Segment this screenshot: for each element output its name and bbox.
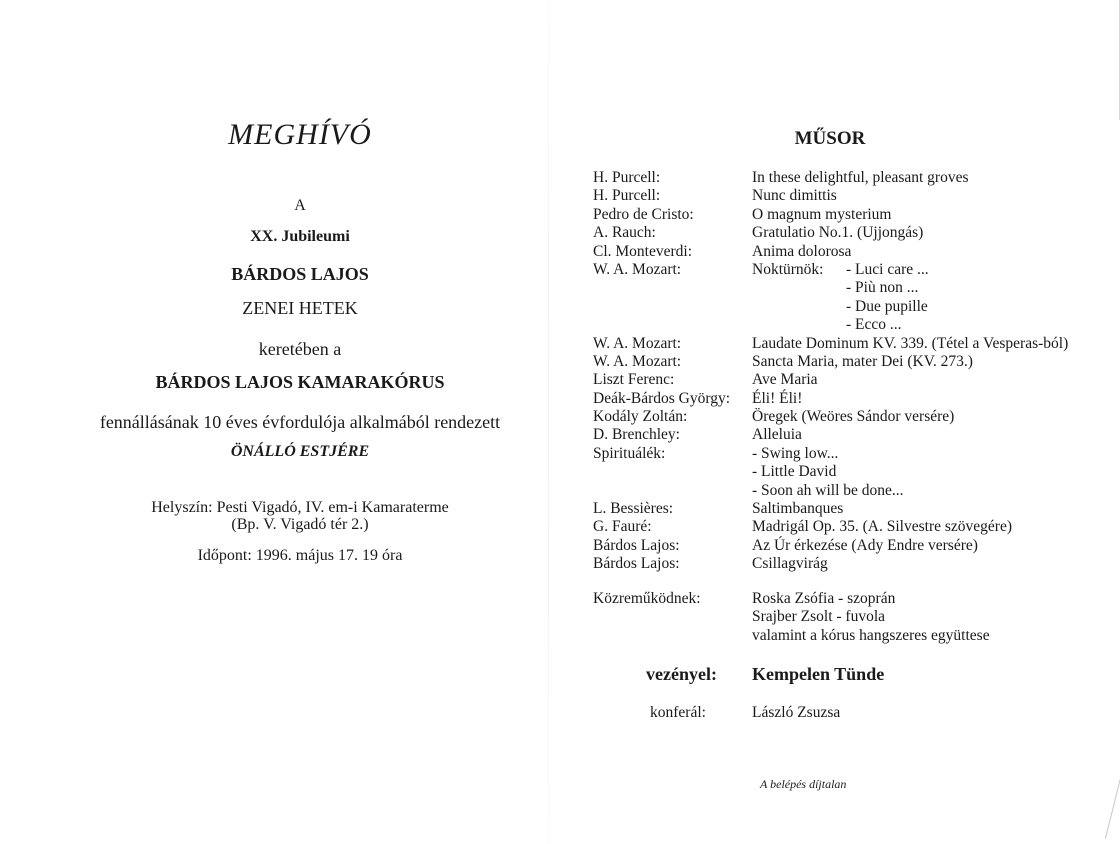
piece-title: Az Úr érkezése (Ady Endre versére) [752, 536, 978, 554]
program-heading: MŰSOR [794, 128, 866, 149]
program-row [593, 298, 1113, 316]
program-row [593, 335, 1113, 353]
program-row [593, 316, 1113, 334]
piece-title: - Swing low... [752, 444, 839, 462]
composer: H. Purcell: [593, 187, 661, 205]
festival-name: BÁRDOS LAJOS [231, 264, 369, 284]
program-row [593, 371, 1113, 389]
program-row [593, 463, 1113, 481]
composer: Pedro de Cristo: [593, 205, 694, 223]
piece-title: Alleluia [752, 426, 802, 444]
conductor-name: Kempelen Tünde [752, 664, 885, 684]
performers-list [752, 590, 990, 645]
program-row [593, 187, 1113, 205]
occasion-text: fennállásának 10 éves évfordulója alkalmából rendezett [99, 412, 501, 432]
performer: valamint a kórus hangszeres együttese [752, 626, 990, 644]
composer: Kodály Zoltán: [593, 408, 688, 426]
piece-title: Gratulatio No.1. (Ujjongás) [752, 224, 924, 242]
program-row [593, 206, 1113, 224]
framework-text: keretében a [258, 339, 342, 359]
composer: G. Fauré: [593, 518, 652, 536]
piece-title: - Soon ah will be done... [752, 481, 904, 499]
composer: W. A. Mozart: [593, 260, 682, 278]
composer: Liszt Ferenc: [593, 371, 675, 389]
piece-title: Éli! Éli! [752, 389, 803, 407]
piece-title: Nunc dimittis [752, 187, 837, 205]
piece-title: O magnum mysterium [752, 205, 892, 223]
piece-title: Laudate Dominum KV. 339. (Tétel a Vesperas-ból) [752, 334, 1069, 352]
program-row [593, 445, 1113, 463]
host-label: konferál: [650, 704, 706, 721]
program-row [593, 390, 1113, 408]
composer: Cl. Monteverdi: [593, 242, 693, 260]
program-row [593, 169, 1113, 187]
program-row [593, 279, 1113, 297]
sub-movement: - Due pupille [846, 297, 928, 315]
jubilee: XX. Jubileumi [250, 228, 350, 245]
sub-movement: - Ecco ... [846, 316, 902, 334]
program-row [593, 224, 1113, 242]
piece-title: Öregek (Weöres Sándor versére) [752, 408, 955, 426]
host-name: László Zsuzsa [752, 704, 841, 721]
composer: W. A. Mozart: [593, 334, 682, 352]
program-row [593, 261, 1113, 279]
admission-note: A belépés díjtalan [760, 777, 847, 791]
program-row [593, 500, 1113, 518]
venue-line-2: (Bp. V. Vigadó tér 2.) [231, 516, 369, 533]
composer: Bárdos Lajos: [593, 555, 680, 573]
composer: D. Brenchley: [593, 426, 680, 444]
piece-title: Csillagvirág [752, 555, 828, 573]
performer: Srajber Zsolt - fuvola [752, 608, 886, 626]
sub-movement: - Luci care ... [846, 260, 929, 278]
choir-name: BÁRDOS LAJOS KAMARAKÓRUS [155, 372, 445, 392]
program-row [593, 537, 1113, 555]
piece-title: Anima dolorosa [752, 242, 852, 260]
composer: Deák-Bárdos György: [593, 389, 731, 407]
program-list [593, 169, 1113, 574]
piece-title: - Little David [752, 463, 837, 481]
composer: Bárdos Lajos: [593, 536, 680, 554]
program-row [593, 408, 1113, 426]
program-row [593, 426, 1113, 444]
piece-title: Saltimbanques [752, 500, 844, 518]
program-row [593, 518, 1113, 536]
composer: W. A. Mozart: [593, 352, 682, 370]
program-row [593, 482, 1113, 500]
conductor-label: vezényel: [646, 664, 717, 684]
composer: H. Purcell: [593, 169, 661, 186]
sub-movement: - Più non ... [846, 279, 919, 297]
piece-title: Noktürnök: [752, 260, 824, 278]
program-row [593, 353, 1113, 371]
event-name: ÖNÁLLÓ ESTJÉRE [230, 443, 370, 460]
piece-title: Sancta Maria, mater Dei (KV. 273.) [752, 352, 973, 370]
program-row [593, 243, 1113, 261]
article: A [294, 197, 306, 214]
composer: L. Bessières: [593, 500, 674, 518]
program-row [593, 555, 1113, 573]
composer: A. Rauch: [593, 224, 656, 242]
venue-line-1: Helyszín: Pesti Vigadó, IV. em-i Kamaraterme [151, 499, 449, 516]
piece-title: Ave Maria [752, 371, 818, 389]
festival-sub: ZENEI HETEK [242, 298, 358, 318]
performers-label: Közreműködnek: [593, 590, 701, 607]
event-time: Időpont: 1996. május 17. 19 óra [197, 547, 403, 564]
piece-title: In these delightful, pleasant groves [752, 169, 969, 186]
invitation-title: MEGHÍVÓ [228, 118, 372, 151]
composer: Spirituálék: [593, 444, 666, 462]
piece-title: Madrigál Op. 35. (A. Silvestre szövegére) [752, 518, 1012, 536]
performer: Roska Zsófia - szoprán [752, 590, 896, 607]
